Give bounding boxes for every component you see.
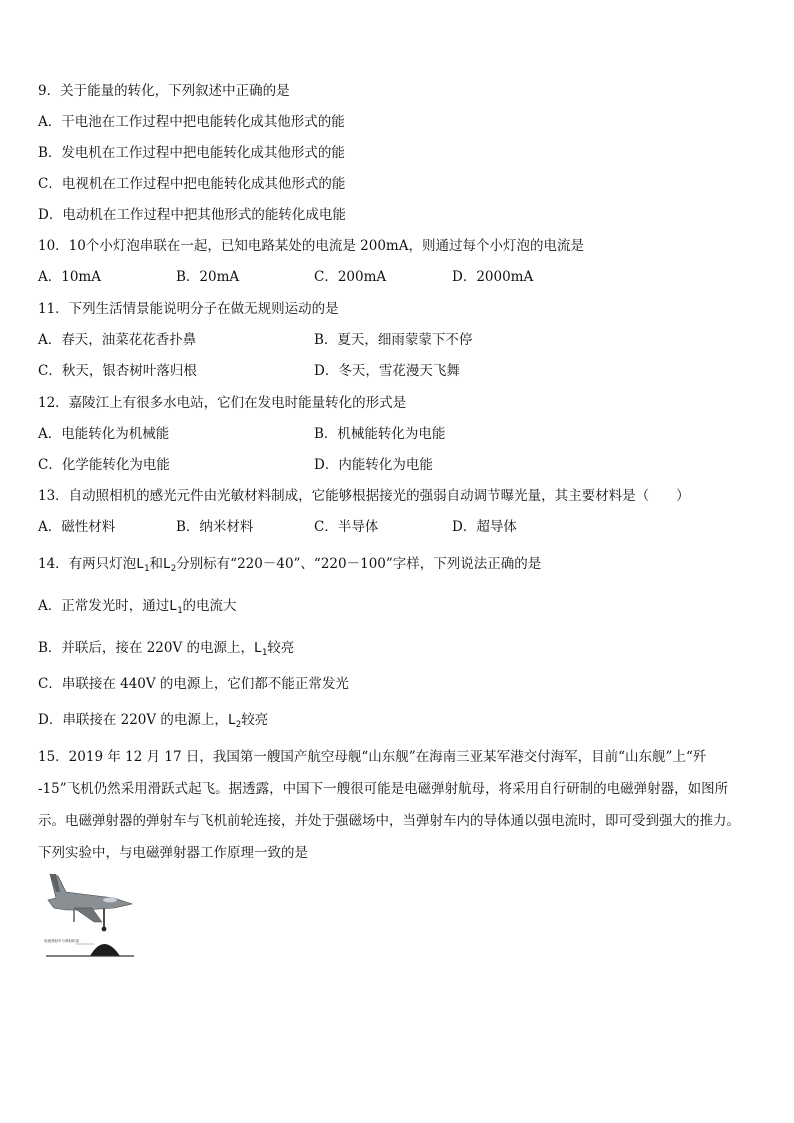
q14-stem-end: 分别标有“220－40”、“220－100”字样，下列说法正确的是 bbox=[176, 556, 542, 572]
q11-option-d: D．冬天，雪花漫天飞舞 bbox=[314, 363, 460, 379]
q9-option-a: A．干电池在工作过程中把电能转化成其他形式的能 bbox=[38, 114, 345, 130]
q12-option-c: C．化学能转化为电能 bbox=[38, 457, 170, 473]
jet-canopy bbox=[103, 898, 117, 903]
q14-and: 和 bbox=[149, 556, 163, 572]
q10-option-c: C．200mA bbox=[314, 269, 387, 285]
q15-line-1: 15．2019 年 12 月 17 日，我国第一艘国产航空母舰“山东舰”在海南三亚某军港交付海军，目前“山东舰”上“歼 bbox=[38, 749, 707, 765]
lamp-l2-symbol: $L_2$ bbox=[162, 557, 177, 574]
q9-option-b: B．发电机在工作过程中把电能转化成其他形式的能 bbox=[38, 145, 345, 161]
q12-option-a: A．电能转化为机械能 bbox=[38, 426, 170, 442]
q10-stem: 10．10个小灯泡串联在一起，已知电路某处的电流是 200mA，则通过每个小灯泡的电流是 bbox=[38, 238, 584, 254]
q13-option-a: A．磁性材料 bbox=[38, 519, 116, 535]
q10-option-a: A．10mA bbox=[38, 269, 101, 285]
jet-wing bbox=[74, 908, 102, 922]
catapult-figure bbox=[44, 870, 136, 962]
q11-stem: 11．下列生活情景能说明分子在做无规则运动的是 bbox=[38, 301, 339, 317]
q11-option-a: A．春天，油菜花花香扑鼻 bbox=[38, 332, 197, 348]
lamp-l1-symbol: $L_1$ bbox=[254, 641, 268, 658]
q14-stem bbox=[38, 555, 541, 574]
q14-option-a: A．正常发光时，通过$L_1$的电流大 bbox=[38, 598, 237, 616]
figure-caption: 电磁弹射车与弹射机架 bbox=[44, 939, 79, 943]
lamp-l1-symbol: $L_1$ bbox=[136, 557, 150, 574]
q15-line-2: -15”飞机仍然采用滑跃式起飞。据透露，中国下一艘很可能是电磁弹射航母，将采用自行研制的电磁弹射器，如图所 bbox=[38, 781, 729, 797]
q11-option-b: B．夏天，细雨蒙蒙下不停 bbox=[314, 332, 473, 348]
q12-stem: 12．嘉陵江上有很多水电站，它们在发电时能量转化的形式是 bbox=[38, 395, 407, 411]
jet-catapult-illustration bbox=[44, 870, 136, 962]
q14-option-c: C．串联接在 440V 的电源上，它们都不能正常发光 bbox=[38, 676, 349, 692]
q15-line-3: 示。电磁弹射器的弹射车与飞机前轮连接，并处于强磁场中，当弹射车内的导体通以强电流时，即可受到强大的推力。 bbox=[38, 813, 740, 829]
q9-option-c: C．电视机在工作过程中把电能转化成其他形式的能 bbox=[38, 176, 346, 192]
q10-option-d: D．2000mA bbox=[452, 269, 534, 285]
q12-option-d: D．内能转化为电能 bbox=[314, 457, 433, 473]
q15-line-4: 下列实验中，与电磁弹射器工作原理一致的是 bbox=[38, 845, 308, 861]
q13-option-c: C．半导体 bbox=[314, 519, 379, 535]
lamp-l1-symbol: $L_1$ bbox=[169, 599, 183, 616]
q13-option-d: D．超导体 bbox=[452, 519, 517, 535]
q9-stem: 9．关于能量的转化，下列叙述中正确的是 bbox=[38, 83, 290, 99]
q12-option-b: B．机械能转化为电能 bbox=[314, 426, 446, 442]
jet-body bbox=[48, 874, 132, 910]
q14-option-d: D．串联接在 220V 的电源上，$L_2$较亮 bbox=[38, 712, 269, 730]
q10-option-b: B．20mA bbox=[176, 269, 240, 285]
q13-option-b: B．纳米材料 bbox=[176, 519, 254, 535]
q13-stem: 13．自动照相机的感光元件由光敏材料制成，它能够根据接光的强弱自动调节曝光量，其主要材料是（ ） bbox=[38, 488, 690, 504]
q11-option-c: C．秋天，银杏树叶落归根 bbox=[38, 363, 197, 379]
q14-stem-start: 14．有两只灯泡 bbox=[38, 556, 137, 572]
catapult-shuttle bbox=[90, 944, 120, 956]
q9-option-d: D．电动机在工作过程中把其他形式的能转化成电能 bbox=[38, 207, 346, 223]
lamp-l2-symbol: $L_2$ bbox=[227, 713, 242, 730]
q14-option-b: B．并联后，接在 220V 的电源上，$L_1$较亮 bbox=[38, 640, 295, 658]
